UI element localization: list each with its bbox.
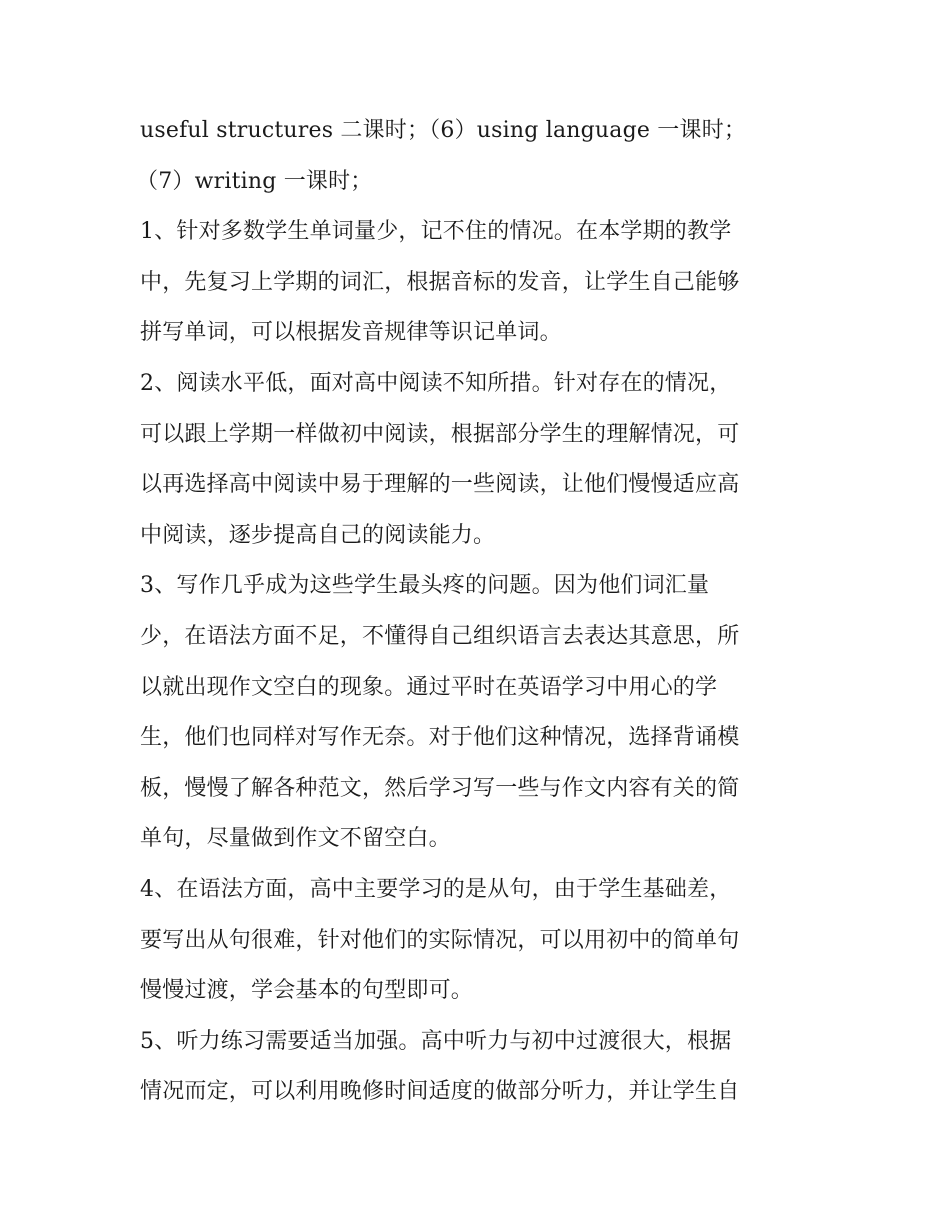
text-line: 可以跟上学期一样做初中阅读，根据部分学生的理解情况，可 [140,421,740,447]
text-line: 板，慢慢了解各种范文，然后学习写一些与作文内容有关的简 [140,775,740,801]
text-line: 4、在语法方面，高中主要学习的是从句，由于学生基础差， [140,876,732,902]
text-line: 要写出从句很难，针对他们的实际情况，可以用初中的简单句 [140,927,740,953]
body-text [136,106,820,1118]
text-line: 中，先复习上学期的词汇，根据音标的发音，让学生自己能够 [140,269,740,295]
text-line: 慢慢过渡，学会基本的句型即可。 [140,978,474,1004]
text-line: 以就出现作文空白的现象。通过平时在英语学习中用心的学 [140,674,718,700]
text-line: 生，他们也同样对写作无奈。对于他们这种情况，选择背诵模 [140,725,740,751]
text-line: 情况而定，可以利用晚修时间适度的做部分听力，并让学生自 [140,1079,740,1105]
text-line: 单句，尽量做到作文不留空白。 [140,826,451,852]
text-line: 拼写单词，可以根据发音规律等识记单词。 [140,320,562,346]
text-line: 2、阅读水平低，面对高中阅读不知所措。针对存在的情况， [140,370,732,396]
text-line: useful structures 二课时；（6）using language 一课时； [140,118,747,143]
text-line: 中阅读，逐步提高自己的阅读能力。 [140,522,496,548]
text-line: 少，在语法方面不足，不懂得自己组织语言去表达其意思，所 [140,623,740,649]
text-line: 以再选择高中阅读中易于理解的一些阅读，让他们慢慢适应高 [140,472,740,498]
text-line: 3、写作几乎成为这些学生最头疼的问题。因为他们词汇量 [140,573,710,599]
text-line: 5、听力练习需要适当加强。高中听力与初中过渡很大，根据 [140,1028,732,1054]
text-line: （7）writing 一课时； [136,168,373,194]
text-line: 1、针对多数学生单词量少，记不住的情况。在本学期的教学 [140,219,732,245]
